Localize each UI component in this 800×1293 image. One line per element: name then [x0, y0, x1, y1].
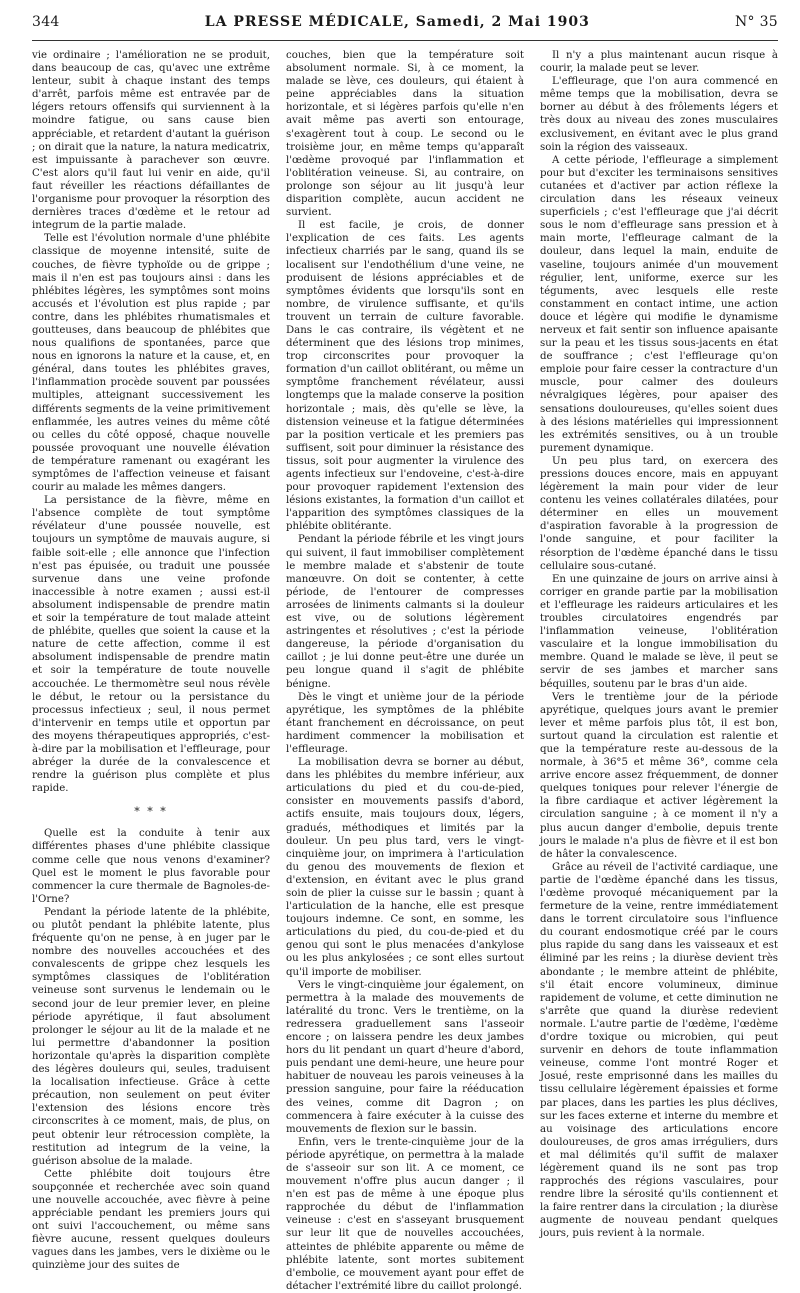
- paragraph: Pendant la période fébrile et les vingt jours qui suivent, il faut immobiliser complètement le membre malade et s'abstenir de toute manœuvre. On doit se contenter, à cette période, de l'entourer de compresses arrosées de liniments calmants si la douleur est vive, ou de solutions légèrement astringentes et résolutives ; c'est la période dangereuse, la période d'organisation du caillot ; je lui donne peut-être une durée un peu longue quand il s'agit de phlébite bénigne.: [286, 534, 524, 690]
- paragraph: couches, bien que la température soit absolument normale. Si, à ce moment, la malade se lève, ces douleurs, qui étaient à peine appréciables dans la situation horizontale, et si légères parfois qu'elle n'en avait même pas averti son entourage, s'exagèrent tout à coup. Le second ou le troisième jour, en même temps qu'apparaît l'œdème provoqué par l'inflammation et l'oblitération veineuse. Si, au contraire, on prolonge son séjour au lit jusqu'à leur disparition complète, aucun accident ne survient.: [286, 50, 524, 219]
- paragraph: vie ordinaire ; l'amélioration ne se produit, dans beaucoup de cas, qu'avec une extrême lenteur, subit à chaque instant des temps d'arrêt, parfois même est entravée par de légers retours offensifs qui surviennent à la moindre fatigue, ou sans cause bien appréciable, et retardent d'autant la guérison ; on dirait que la nature, la natura medicatrix, est impuissante à parachever son œuvre. C'est alors qu'il faut lui venir en aide, qu'il faut réveiller les réactions défaillantes de l'organisme pour provoquer la résorption des dernières traces d'œdème et le retour ad integrum de la partie malade.: [32, 50, 270, 232]
- paragraph: Il est facile, je crois, de donner l'explication de ces faits. Les agents infectieux charriés par le sang, quand ils se localisent sur l'endothélium d'une veine, ne produisent de lésions appréciables et de symptômes évidents que lorsqu'ils sont en nombre, de virulence suffisante, et qu'ils trouvent un terrain de culture favorable. Dans le cas contraire, ils végètent et ne déterminent que des lésions trop minimes, trop circonscrites pour provoquer la formation d'un caillot oblitérant, ou même un symptôme franchement révélateur, aussi longtemps que la malade conserve la position horizontale ; mais, dès qu'elle se lève, la distension veineuse et la fatigue déterminées par la position verticale et les premiers pas suffisent, soit pour diminuer la résistance des tissus, soit pour augmenter la virulence des agents infectieux sur l'endoveine, c'est-à-dire pour provoquer rapidement l'extension des lésions existantes, la formation d'un caillot et l'apparition des symptômes classiques de la phlébite oblitérante.: [286, 220, 524, 533]
- page-number: 344: [32, 14, 60, 30]
- paragraph: Dès le vingt et unième jour de la période apyrétique, les symptômes de la phlébite étant franchement en décroissance, on peut hardiment commencer la mobilisation et l'effleurage.: [286, 691, 524, 755]
- section-separator: * * *: [134, 805, 168, 819]
- paragraph: Il n'y a plus maintenant aucun risque à courir, la malade peut se lever.: [540, 50, 778, 75]
- paragraph: La persistance de la fièvre, même en l'absence complète de tout symptôme révélateur d'une poussée nouvelle, est toujours un symptôme de mauvais augure, si faible soit-elle ; elle annonce que l'infection n'est pas épuisée, ou traduit une poussée survenue dans une veine profonde inaccessible à notre examen ; aussi est-il absolument indispensable de prendre matin et soir la température de tout malade atteint de phlébite, quelles que soient la cause et la nature de cette affection, comme il est absolument indispensable de prendre matin et soir la température de toute nouvelle accouchée. Le thermomètre seul nous révèle le début, le retour ou la persistance du processus infectieux ; seul, il nous permet d'intervenir en temps utile et opportun par des moyens thérapeutiques appropriés, c'est-à-dire par la mobilisation et l'effleurage, pour abréger la durée de la convalescence et rendre la guérison plus complète et plus rapide.: [32, 495, 270, 795]
- issue-number: N° 35: [734, 14, 778, 30]
- paragraph: Telle est l'évolution normale d'une phlébite classique de moyenne intensité, suite de couches, de fièvre typhoïde ou de grippe ; mais il n'en est pas toujours ainsi : dans les phlébites légères, les symptômes sont moins accusés et l'évolution est plus rapide ; par contre, dans les phlébites rhumatismales et goutteuses, dans beaucoup de phlébites que nous qualifions de spontanées, parce que nous en ignorons la nature et la cause, et, en général, dans toutes les phlébites graves, l'inflammation procède souvent par poussées multiples, atteignant successivement les différents segments de la veine primitivement enflammée, les autres veines du même côté ou celles du côté opposé, chaque nouvelle poussée provoquant une nouvelle élévation de température ramenant ou exagérant les symptômes de l'affection veineuse et faisant courir au malade les mêmes dangers.: [32, 233, 270, 494]
- paragraph: Enfin, vers le trente-cinquième jour de la période apyrétique, on permettra à la malade de s'asseoir sur son lit. A ce moment, ce mouvement n'offre plus aucun danger ; il n'en est pas de même à une époque plus rapprochée du début de l'inflammation veineuse : c'est en s'asseyant brusquement sur leur lit que de nouvelles accouchées, atteintes de phlébite apparente ou même de phlébite latente, sont mortes subitement d'embolie, ce mouvement ayant pour effet de détacher l'extrémité libre du caillot prolongé.: [286, 1136, 524, 1292]
- column-2: [286, 49, 524, 1293]
- paragraph: En une quinzaine de jours on arrive ainsi à corriger en grande partie par la mobilisation et l'effleurage les raideurs articulaires et les troubles circulatoires engendrés par l'inflammation veineuse, l'oblitération vasculaire et la longue immobilisation du membre. Quand le malade se lève, il peut se servir de ses jambes et marcher sans béquilles, soutenu par le bras d'un aide.: [540, 573, 778, 690]
- paragraph: Quelle est la conduite à tenir aux différentes phases d'une phlébite classique comme celle que nous venons d'examiner? Quel est le moment le plus favorable pour commencer la cure thermale de Bagnoles-de-l'Orne?: [32, 828, 270, 905]
- column-1: [32, 49, 270, 1293]
- paragraph: Vers le trentième jour de la période apyrétique, quelques jours avant le premier lever et même parfois plus tôt, il est bon, surtout quand la circulation est ralentie et que la température reste au-dessous de la normale, à 36°5 et même 36°, comme cela arrive encore assez fréquemment, de donner quelques toniques pour relever l'énergie de la fibre cardiaque et activer légèrement la circulation sanguine ; à ce moment il n'y a plus aucun danger d'embolie, depuis trente jours le malade n'a plus de fièvre et il est bon de hâter la convalescence.: [540, 691, 778, 860]
- paragraph: L'effleurage, que l'on aura commencé en même temps que la mobilisation, devra se borner au début à des frôlements légers et très doux au niveau des zones musculaires exclusivement, en évitant avec le plus grand soin la région des vaisseaux.: [540, 76, 778, 153]
- paragraph: Vers le vingt-cinquième jour également, on permettra à la malade des mouvements de latéralité du tronc. Vers le trentième, on la redressera graduellement sans l'asseoir encore ; on laissera pendre les deux jambes hors du lit pendant un quart d'heure d'abord, puis pendant une demi-heure, une heure pour habituer de nouveau les parois veineuses à la pression sanguine, pour faire la rééducation des veines, comme dit Dagron ; on commencera à faire exécuter à la cuisse des mouvements de flexion sur le bassin.: [286, 979, 524, 1135]
- paragraph: Grâce au réveil de l'activité cardiaque, une partie de l'œdème épanché dans les tissus, l'œdème provoqué mécaniquement par la fermeture de la veine, rentre immédiatement dans le torrent circulatoire sous l'influence du courant endosmotique créé par le cours plus rapide du sang dans les vaisseaux et est éliminé par les reins ; la diurèse devient très abondante ; le membre atteint de phlébite, s'il était encore volumineux, diminue rapidement de volume, et cette diminution ne s'arrête que quand la diurèse redevient normale. L'autre partie de l'œdème, l'œdème d'ordre toxique ou microbien, qui peut survenir en dehors de toute inflammation veineuse, comme l'ont montré Roger et Josué, reste emprisonné dans les mailles du tissu cellulaire légèrement épaissies et forme par places, dans les parties les plus déclives, sur les faces externe et interne du membre et au voisinage des articulations encore douloureuses, de gros amas irréguliers, durs et mal délimités qu'il suffit de malaxer légèrement quand ils ne sont pas trop rapprochés des régions vasculaires, pour rendre libre la sérosité qu'ils contiennent et la faire rentrer dans la circulation ; la diurèse augmente de nouveau pendant quelques jours, puis revient à la normale.: [540, 861, 778, 1240]
- article-body: [32, 49, 778, 1293]
- column-3: [540, 49, 778, 1293]
- paragraph: Cette phlébite doit toujours être soupçonnée et recherchée avec soin quand une nouvelle accouchée, avec fièvre à peine appréciable pendant les premiers jours qui ont suivi l'accouchement, ou même sans fièvre aucune, ressent quelques douleurs vagues dans les jambes, vers le dixième ou le quinzième jour des suites de: [32, 1168, 270, 1272]
- journal-title: LA PRESSE MÉDICALE, Samedi, 2 Mai 1903: [204, 14, 590, 30]
- page-header: [32, 14, 778, 41]
- paragraph: La mobilisation devra se borner au début, dans les phlébites du membre inférieur, aux articulations du pied et du cou-de-pied, consister en mouvements passifs d'abord, actifs ensuite, mais toujours doux, légers, gradués, méthodiques et limités par la douleur. Un peu plus tard, vers le vingt-cinquième jour, on imprimera à l'articulation du genou des mouvements de flexion et d'extension, en évitant avec le plus grand soin de plier la cuisse sur le bassin ; quant à l'articulation de la hanche, elle est presque toujours indemne. Ce sont, en somme, les articulations du pied, du cou-de-pied et du genou qui sont le plus menacées d'ankylose ou les plus ankylosées ; ce sont elles surtout qu'il importe de mobiliser.: [286, 757, 524, 978]
- paragraph: Un peu plus tard, on exercera des pressions douces encore, mais en appuyant légèrement la main pour vider de leur contenu les veines collatérales dilatées, pour déterminer en elles un mouvement d'aspiration favorable à la progression de l'onde sanguine, et pour faciliter la résorption de l'œdème épanché dans le tissu cellulaire sous-cutané.: [540, 455, 778, 572]
- paragraph: Pendant la période latente de la phlébite, ou plutôt pendant la phlébite latente, plus fréquente qu'on ne pense, à en juger par le nombre des nouvelles accouchées et des convalescents de grippe chez lesquels les symptômes classiques de l'oblitération veineuse sont survenus le lendemain ou le second jour de leur premier lever, en pleine période apyrétique, il faut absolument prolonger le séjour au lit de la malade et ne lui permettre d'abandonner la position horizontale qu'après la disparition complète des légères douleurs qui, seules, traduisent la localisation infectieuse. Grâce à cette précaution, non seulement on peut éviter l'extension des lésions encore très circonscrites à ce moment, mais, de plus, on peut obtenir leur rétrocession complète, la restitution ad integrum de la veine, la guérison absolue de la malade.: [32, 906, 270, 1167]
- paragraph: A cette période, l'effleurage a simplement pour but d'exciter les terminaisons sensitives cutanées et d'activer par action réflexe la circulation dans les réseaux veineux superficiels ; c'est l'effleurage que j'ai décrit sous le nom d'effleurage sans pression et à main morte, l'effleurage calmant de la douleur, dans lequel la main, enduite de vaseline, toujours animée d'un mouvement régulier, lent, uniforme, exerce sur les téguments, avec lesquels elle reste constamment en contact intime, une action douce et légère qui modifie le dynamisme nerveux et fait sentir son influence apaisante sur la peau et les tissus sous-jacents en état de souffrance ; c'est l'effleurage qu'on emploie pour faire cesser la contracture d'un muscle, pour calmer des douleurs névralgiques légères, pour apaiser des sensations douloureuses, qu'elles soient dues à des lésions matérielles qui impressionnent les extrémités sensitives, ou à un trouble purement dynamique.: [540, 154, 778, 454]
